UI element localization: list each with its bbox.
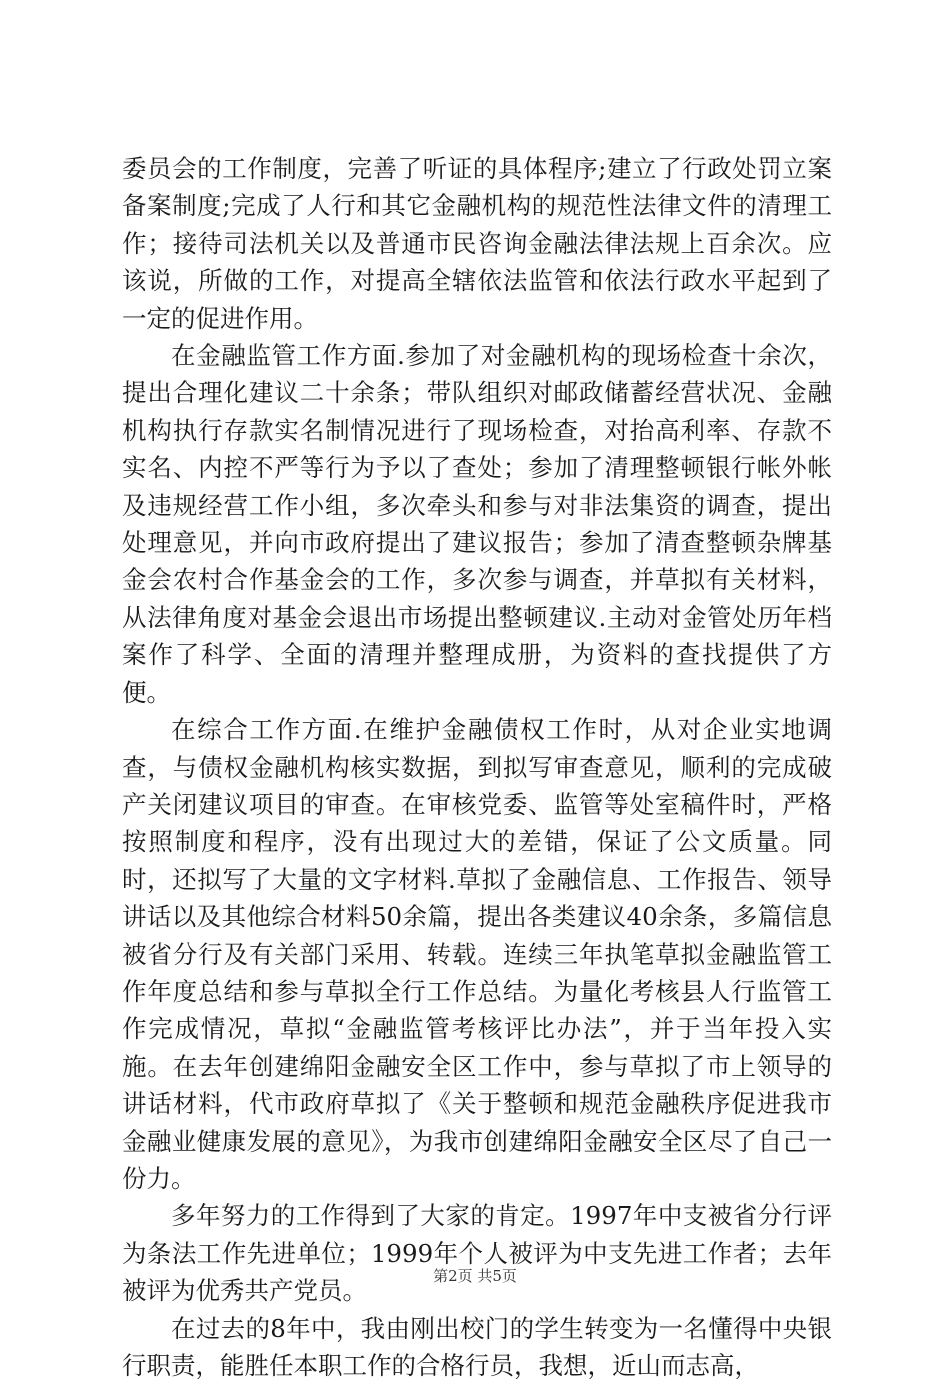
paragraph-2: 在金融监管工作方面.参加了对金融机构的现场检查十余次，提出合理化建议二十余条；带队组织对邮政储蓄经营状况、金融机构执行存款实名制情况进行了现场检查，对抬高利率、存款不实名、内控不严等行为予以了查处；参加了清理整顿银行帐外帐及违规经营工作小组，多次牵头和参与对非法集资的调查，提出处理意见，并向市政府提出了建议报告；参加了清查整顿杂牌基金会农村合作基金会的工作，多次参与调查，并草拟有关材料，从法律角度对基金会退出市场提出整顿建议.主动对金管处历年档案作了科学、全面的清理并整理成册，为资料的查找提供了方便。 — [122, 341, 832, 707]
paragraph-3: 在综合工作方面.在维护金融债权工作时，从对企业实地调查，与债权金融机构核实数据，到拟写审查意见，顺利的完成破产关闭建议项目的审查。在审核党委、监管等处室稿件时，严格按照制度和程序，没有出现过大的差错，保证了公文质量。同时，还拟写了大量的文字材料.草拟了金融信息、工作报告、领导讲话以及其他综合材料50余篇，提出各类建议40余条，多篇信息被省分行及有关部门采用、转载。连续三年执笔草拟金融监管工作年度总结和参与草拟全行工作总结。为量化考核县人行监管工作完成情况，草拟“金融监管考核评比办法”，并于当年投入实施。在去年创建绵阳金融安全区工作中，参与草拟了市上领导的讲话材料，代市政府草拟了《关于整顿和规范金融秩序促进我市金融业健康发展的意见》，为我市创建绵阳金融安全区尽了自己一份力。 — [122, 715, 832, 1193]
paragraph-1: 委员会的工作制度，完善了听证的具体程序;建立了行政处罚立案备案制度;完成了人行和其它金融机构的规范性法律文件的清理工作；接待司法机关以及普通市民咨询金融法律法规上百余次。应该说，所做的工作，对提高全辖依法监管和依法行政水平起到了一定的促进作用。 — [122, 154, 832, 333]
page-number-footer: 第2页 共5页 — [433, 1267, 517, 1285]
document-body — [122, 150, 832, 1384]
paragraph-4: 多年努力的工作得到了大家的肯定。1997年中支被省分行评为条法工作先进单位；1999年个人被评为中支先进工作者；去年被评为优秀共产党员。 — [122, 1201, 832, 1306]
paragraph-5: 在过去的8年中，我由刚出校门的学生转变为一名懂得中央银行职责，能胜任本职工作的合格行员，我想，近山而志高， — [122, 1313, 832, 1380]
